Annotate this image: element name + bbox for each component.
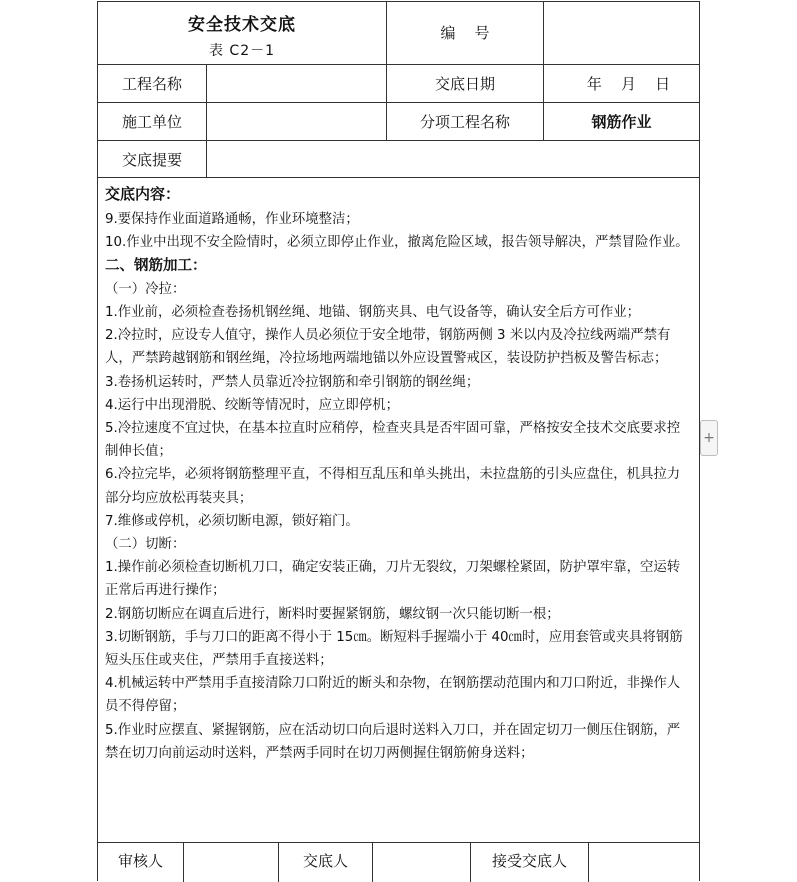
- content-heading: 交底内容：: [105, 185, 181, 203]
- discloser-label: 交底人: [302, 851, 348, 870]
- content-item: 5.作业时应摆直、紧握钢筋，应在活动切口向后退时送料入刀口，并在固定切刀一侧压住钢筋，严禁在切刀向前运动时送料，严禁两手同时在切刀两侧握住钢筋俯身送料；: [105, 722, 681, 761]
- content-item: 7.维修或停机，必须切断电源，锁好箱门。: [105, 513, 359, 529]
- discloser-field[interactable]: [373, 843, 470, 877]
- row-divider: [98, 177, 699, 178]
- content-item: （二）切断：: [105, 537, 186, 553]
- content-item: 5.冷拉速度不宜过快，在基本拉直时应稍停，检查夹具是否牢固可靠，严格按安全技术交底要求控制伸长值；: [105, 421, 681, 460]
- unit-field[interactable]: [207, 103, 386, 140]
- number-field[interactable]: [544, 1, 699, 64]
- disclosure-form: [97, 1, 700, 881]
- content-item: （一）冷拉：: [105, 281, 186, 297]
- content-item: 1.操作前必须检查切断机刀口，确定安装正确，刀片无裂纹，刀架螺栓紧固，防护罩牢靠，空运转正常后再进行操作；: [105, 560, 681, 599]
- content-item: 10.作业中出现不安全险情时，必须立即停止作业，撤离危险区域，报告领导解决，严禁冒险作业。: [105, 235, 689, 251]
- sub-project-label: 分项工程名称: [419, 113, 510, 131]
- unit-label: 施工单位: [121, 113, 182, 131]
- content-item: 9.要保持作业面道路通畅，作业环境整洁；: [105, 212, 359, 228]
- content-item: 1.作业前，必须检查卷扬机钢丝绳、地锚、钢筋夹具、电气设备等，确认安全后方可作业；: [105, 305, 641, 321]
- content-item: 2.钢筋切断应在调直后进行，断料时要握紧钢筋，螺纹钢一次只能切断一根；: [105, 606, 560, 622]
- date-label: 交底日期: [434, 75, 495, 93]
- receiver-field[interactable]: [589, 843, 699, 877]
- summary-field[interactable]: [207, 141, 699, 177]
- form-number: 表 C2－1: [208, 43, 276, 59]
- content-item: 6.冷拉完毕，必须将钢筋整理平直，不得相互乱压和单头挑出，未拉盘筋的引头应盘住，机具拉力部分均应放松再装夹具；: [105, 467, 681, 506]
- content-item: 2.冷拉时，应设专人值守，操作人员必须位于安全地带，钢筋两侧 3 米以内及冷拉线两端严禁有人，严禁跨越钢筋和钢丝绳，冷拉场地两端地锚以外应设置警戒区，装设防护挡板及警告标志；: [105, 328, 671, 367]
- content-lines: [105, 208, 693, 765]
- receiver-label: 接受交底人: [491, 851, 567, 870]
- plus-icon[interactable]: +: [700, 420, 718, 456]
- number-label: 编 号: [440, 23, 490, 42]
- section-heading: 二、钢筋加工：: [105, 257, 207, 274]
- date-field[interactable]: 年 月 日: [586, 75, 671, 93]
- summary-label: 交底提要: [121, 150, 182, 169]
- content-item: 3.卷扬机运转时，严禁人员靠近冷拉钢筋和牵引钢筋的钢丝绳；: [105, 374, 480, 390]
- reviewer-field[interactable]: [184, 843, 278, 877]
- reviewer-label: 审核人: [117, 851, 163, 870]
- disclosure-content: [105, 183, 693, 765]
- content-item: 4.运行中出现滑脱、绞断等情况时，应立即停机；: [105, 397, 399, 413]
- sub-project-field[interactable]: 钢筋作业: [591, 113, 652, 131]
- content-item: 4.机械运转中严禁用手直接清除刀口附近的断头和杂物，在钢筋摆动范围内和刀口附近，非操作人员不得停留；: [105, 676, 681, 715]
- content-item: 3.切断钢筋，手与刀口的距离不得小于 15㎝。断短料手握端小于 40㎝时，应用套管或夹具将钢筋短头压住或夹住，严禁用手直接送料；: [105, 629, 683, 669]
- form-title: 安全技术交底: [188, 14, 296, 35]
- project-name-field[interactable]: [207, 65, 386, 102]
- project-name-label: 工程名称: [121, 75, 182, 93]
